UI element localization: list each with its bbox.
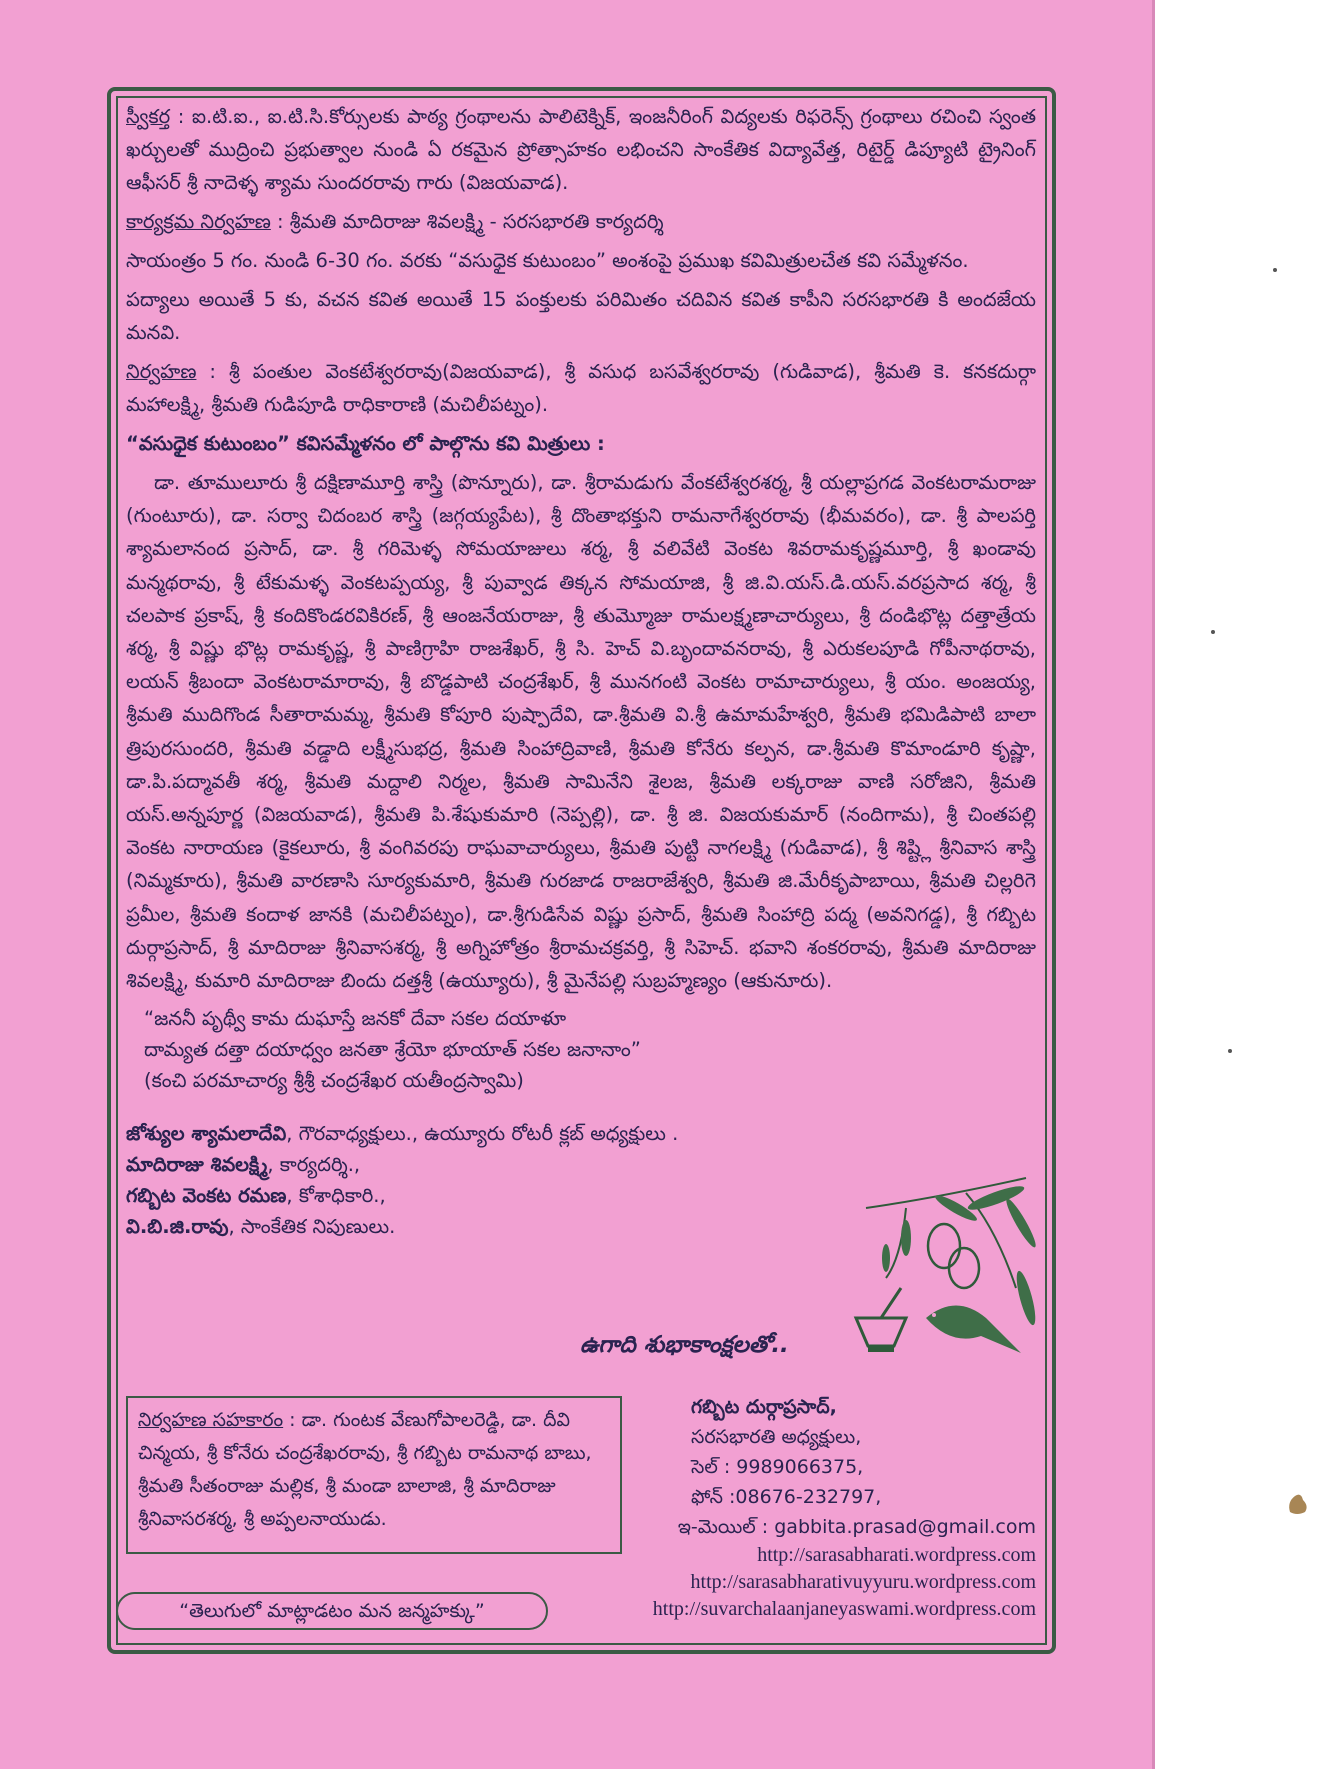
quote-line-2: దామ్యత దత్తా దయాధ్వం జనతా శ్రేయో భూయాత్ సకల జనానాం”	[144, 1038, 641, 1062]
intro-label: స్వీకర్త	[126, 105, 171, 128]
bird-icon	[926, 1306, 1021, 1354]
officer-role: , సాంకేతిక నిపుణులు.	[228, 1215, 396, 1239]
officer-row	[126, 1118, 1036, 1149]
contact-phone: ఫోన్ :08676-232797,	[691, 1486, 882, 1508]
cooperation-box	[126, 1396, 622, 1554]
speck	[1228, 1049, 1232, 1053]
rules-paragraph: పద్యాలు అయితే 5 కు, వచన కవిత అయితే 15 పంక్తులకు పరిమితం చదివిన కవిత కాపీని సరసభారతి కి అందజేయ మనవి.	[126, 288, 1036, 344]
telugu-slogan: “తెలుగులో మాట్లాడటం మన జన్మహక్కు”	[116, 1592, 548, 1630]
officer-name: జోశ్యుల శ్యామలాదేవి	[126, 1122, 287, 1146]
contact-block	[631, 1392, 1036, 1623]
officer-role: , గౌరవాధ్యక్షులు., ఉయ్యూరు రోటరీ క్లబ్ అధ్యక్షులు .	[286, 1122, 679, 1146]
sanskrit-quote	[144, 1003, 1036, 1096]
program-label: కార్యక్రమ నిర్వహణ	[126, 210, 271, 233]
ugadi-greeting: ఉగాది శుభాకాంక్షలతో..	[580, 1332, 789, 1358]
speck	[1273, 268, 1277, 272]
main-content	[126, 100, 1036, 1242]
paper-stain	[1287, 1492, 1309, 1516]
contact-title: సరసభారతి అధ్యక్షులు,	[691, 1426, 862, 1448]
participants-heading: “వసుధైక కుటుంబం” కవిసమ్మేళనం లో పాల్గొను కవి మిత్రులు :	[126, 432, 605, 455]
organizers-label: నిర్వహణ	[126, 360, 197, 383]
contact-cell: సెల్ : 9989066375,	[691, 1456, 864, 1478]
cooperation-label: నిర్వహణ సహకారం	[138, 1409, 284, 1431]
organizers-paragraph	[126, 355, 1036, 421]
mango-leaves-icon	[846, 1168, 1046, 1368]
organizers-text: : శ్రీ పంతుల వెంకటేశ్వరరావు(విజయవాడ), శ్రీ వసుధ బసవేశ్వరరావు (గుడివాడ), శ్రీమతి కె. కనకదుర్గా మహాలక్ష్మి, శ్రీమతి గుడిపూడి రాధికారాణి (మచిలీపట్నం).	[126, 360, 1036, 416]
officer-name: గబ్బిట వెంకట రమణ	[126, 1184, 287, 1208]
website-link-1[interactable]: http://sarasabharati.wordpress.com	[757, 1544, 1036, 1566]
officer-name: మాదిరాజు శివలక్ష్మి	[126, 1153, 268, 1177]
speck	[1211, 630, 1215, 634]
quote-line-1: “జననీ పృథ్వీ కామ దుఘాస్తే జనకో దేవా సకల దయాళూ	[144, 1007, 567, 1031]
intro-paragraph	[126, 100, 1036, 199]
intro-text: : ఐ.టి.ఐ., ఐ.టి.సి.కోర్సులకు పాఠ్య గ్రంథాలను పాలిటెక్నిక్, ఇంజనీరింగ్ విద్యలకు రిఫరెన్స్ గ్రంథాలు రచించి స్వంత ఖర్చులతో ముద్రించి ప్రభుత్వాల నుండి ఏ రకమైన ప్రోత్సాహకం లభించని సాంకేతిక విద్యావేత్త, రిటైర్డ్ డిప్యూటి ట్రైనింగ్ ఆఫీసర్ శ్రీ నాదెళ్ళ శ్యామ సుందరరావు గారు (విజయవాడ).	[126, 105, 1036, 194]
quote-attribution: (కంచి పరమాచార్య శ్రీశ్రీ చంద్రశేఖర యతీంద్రస్వామి)	[144, 1069, 524, 1093]
evening-paragraph: సాయంత్రం 5 గం. నుండి 6-30 గం. వరకు “వసుధైక కుటుంబం” అంశంపై ప్రముఖ కవిమిత్రులచేత కవి సమ్మేళనం.	[126, 249, 969, 272]
contact-email[interactable]: ఇ-మెయిల్ : gabbita.prasad@gmail.com	[677, 1516, 1036, 1538]
contact-name: గబ్బిట దుర్గాప్రసాద్,	[691, 1396, 837, 1418]
participants-list: డా. తూములూరు శ్రీ దక్షిణామూర్తి శాస్త్రి (పొన్నూరు), డా. శ్రీరామడుగు వేంకటేశ్వరశర్మ, శ్రీ యల్లాప్రగడ వెంకటరామరాజు (గుంటూరు), డా. సర్వా చిదంబర శాస్త్రి (జగ్గయ్యపేట), శ్రీ దొంతాభక్తుని రామనాగేశ్వరరావు (భీమవరం), డా. శ్రీ పాలపర్తి శ్యామలానంద ప్రసాద్, డా. శ్రీ గరిమెళ్ళ సోమయాజులు శర్మ, శ్రీ వలివేటి వెంకట శివరామకృష్ణమూర్తి, శ్రీ ఖండావు మన్మథరావు, శ్రీ టేకుమళ్ళ వెంకటప్పయ్య, శ్రీ పువ్వాడ తిక్కన సోమయాజి, శ్రీ జి.వి.యస్.డి.యస్.వరప్రసాద శర్మ, శ్రీ చలపాక ప్రకాష్, శ్రీ కందికొండరవికిరణ్, శ్రీ ఆంజనేయరాజు, శ్రీ తుమ్మెూజు రామలక్ష్మణాచార్యులు, శ్రీ దండిభొట్ల దత్తాత్రేయ శర్మ, శ్రీ విష్ణు భొట్ల రామకృష్ణ, శ్రీ పాణిగ్రాహి రాజశేఖర్, శ్రీ సి. హెచ్ వి.బృందావనరావు, శ్రీ ఎరుకలపూడి గోపీనాథరావు, లయన్ శ్రీబందా వెంకటరామారావు, శ్రీ బొడ్డపాటి చంద్రశేఖర్, శ్రీ మునగంటి వెంకట రామాచార్యులు, శ్రీ యం. అంజయ్య, శ్రీమతి ముదిగొండ సీతారామమ్మ, శ్రీమతి కోపూరి పుష్పాదేవి, డా.శ్రీమతి వి.శ్రీ ఉమామహేశ్వరి, శ్రీమతి భమిడిపాటి బాలా త్రిపురసుందరి, శ్రీమతి వడ్డాది లక్ష్మీసుభద్ర, శ్రీమతి సింహాద్రివాణి, శ్రీమతి కోనేరు కల్పన, డా.శ్రీమతి కొమాండూరి కృష్ణా, డా.పి.పద్మావతీ శర్మ, శ్రీమతి మద్దాలి నిర్మల, శ్రీమతి సామినేని శైలజ, శ్రీమతి లక్కరాజు వాణి సరోజిని, శ్రీమతి యస్.అన్నపూర్ణ (విజయవాడ), శ్రీమతి పి.శేషుకుమారి (నెప్పల్లి), డా. శ్రీ జి. విజయకుమార్ (నందిగామ), శ్రీ చింతపల్లి వెంకట నారాయణ (కైకలూరు, శ్రీ వంగివరపు రాఘవాచార్యులు, శ్రీమతి పుట్టి నాగలక్ష్మి (గుడివాడ), శ్రీ శిష్ట్లి శ్రీనివాస శాస్త్రి (నిమ్మకూరు), శ్రీమతి వారణాసి సూర్యకుమారి, శ్రీమతి గురజాడ రాజరాజేశ్వరి, శ్రీమతి జి.మేరీకృపాబాయి, శ్రీమతి చిల్లరిగె ప్రమీల, శ్రీమతి కందాళ జానకి (మచిలీపట్నం), డా.శ్రీగుడిసేవ విష్ణు ప్రసాద్, శ్రీమతి సింహాద్రి పద్మ (అవనిగడ్డ), శ్రీ గబ్బిట దుర్గాప్రసాద్, శ్రీ మాదిరాజు శ్రీనివాసశర్మ, శ్రీ అగ్నిహోత్రం శ్రీరామచక్రవర్తి, శ్రీ సిహెచ్. భవాని శంకరరావు, శ్రీమతి మాదిరాజు శివలక్ష్మి, కుమారి మాదిరాజు బిందు దత్తశ్రీ (ఉయ్యూరు), శ్రీ మైనేపల్లి సుబ్రహ్మణ్యం (ఆకునూరు).	[126, 471, 1036, 993]
officer-role: , కోశాధికారి.,	[286, 1184, 386, 1208]
website-link-2[interactable]: http://sarasabharativuyyuru.wordpress.com	[690, 1571, 1036, 1593]
program-text: : శ్రీమతి మాదిరాజు శివలక్ష్మి - సరసభారతి కార్యదర్శి	[270, 210, 664, 233]
website-link-3[interactable]: http://suvarchalaanjaneyaswami.wordpress.com	[652, 1598, 1036, 1620]
officer-name: వి.బి.జి.రావు	[126, 1215, 229, 1239]
kalash-pot-icon	[856, 1288, 906, 1352]
officer-role: , కార్యదర్శి.,	[267, 1153, 361, 1177]
cooperation-text: : డా. గుంటక వేణుగోపాలరెడ్డి, డా. దీవి చిన్మయ, శ్రీ కోనేరు చంద్రశేఖరరావు, శ్రీ గబ్బిట రామనాథ బాబు, శ్రీమతి సీతంరాజు మల్లిక, శ్రీ మండా బాలాజి, శ్రీ మాదిరాజు శ్రీనివాసరశర్మ, శ్రీ అప్పలనాయుడు.	[138, 1409, 592, 1530]
program-paragraph	[126, 205, 1036, 238]
paper-edge	[1152, 0, 1155, 1769]
